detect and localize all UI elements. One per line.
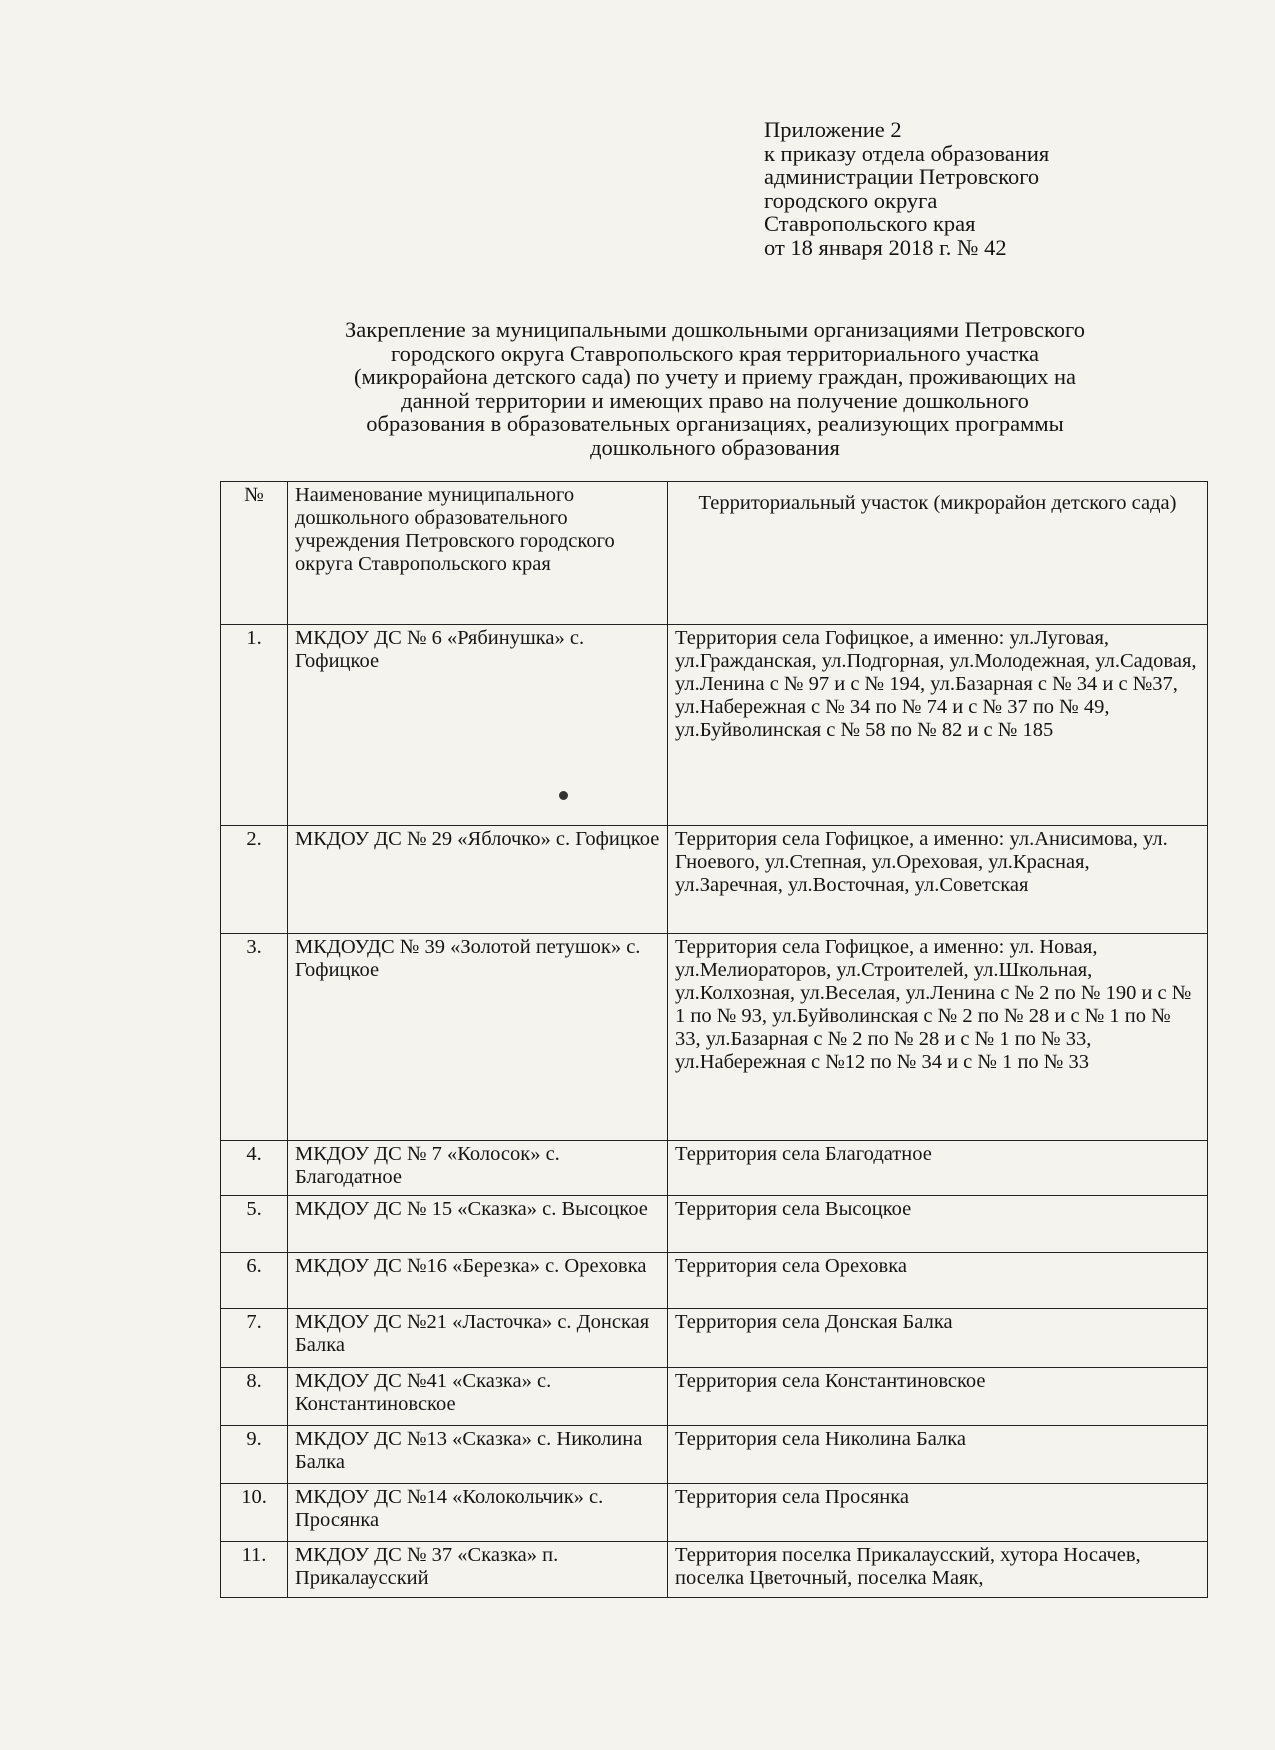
appendix-line: к приказу отдела образования <box>764 140 1050 166</box>
header-territory: Территориальный участок (микрорайон детского сада) <box>668 482 1208 625</box>
appendix-line: Ставропольского края <box>764 211 976 237</box>
title-line: образования в образовательных организациях, реализующих программы <box>366 411 1064 437</box>
row-territory: Территория села Донская Балка <box>668 1309 1208 1368</box>
table-row <box>221 1426 1208 1484</box>
row-territory: Территория села Константиновское <box>668 1368 1208 1426</box>
row-institution: МКДОУ ДС №41 «Сказка» с. Константиновское <box>288 1368 668 1426</box>
row-number: 3. <box>221 934 288 1141</box>
row-institution: МКДОУ ДС №21 «Ласточка» с. Донская Балка <box>288 1309 668 1368</box>
row-number: 10. <box>221 1484 288 1542</box>
table-row <box>221 1196 1208 1253</box>
row-territory: Территория поселка Прикалаусский, хутора Носачев, поселка Цветочный, поселка Маяк, <box>668 1542 1208 1598</box>
title-line: данной территории и имеющих право на получение дошкольного <box>401 387 1029 413</box>
table-row <box>221 1368 1208 1426</box>
table-row <box>221 1542 1208 1598</box>
row-number: 4. <box>221 1141 288 1196</box>
row-institution: МКДОУ ДС №16 «Березка» с. Ореховка <box>288 1253 668 1309</box>
row-institution: МКДОУ ДС № 6 «Рябинушка» с. Гофицкое <box>288 625 668 826</box>
appendix-line: городского округа <box>764 187 938 213</box>
appendix-header <box>764 118 1049 260</box>
row-number: 8. <box>221 1368 288 1426</box>
row-number: 7. <box>221 1309 288 1368</box>
row-institution: МКДОУ ДС № 37 «Сказка» п. Прикалаусский <box>288 1542 668 1598</box>
table-row <box>221 625 1208 826</box>
row-institution: МКДОУ ДС № 29 «Яблочко» с. Гофицкое <box>288 826 668 934</box>
row-institution: МКДОУ ДС №13 «Сказка» с. Николина Балка <box>288 1426 668 1484</box>
row-institution: МКДОУ ДС №14 «Колокольчик» с. Просянка <box>288 1484 668 1542</box>
title-line: Закрепление за муниципальными дошкольными организациями Петровского <box>345 317 1085 342</box>
kindergarten-territory-table <box>220 481 1208 1598</box>
table-row <box>221 1141 1208 1196</box>
appendix-line: от 18 января 2018 г. № 42 <box>764 234 1007 260</box>
row-institution: МКДОУ ДС № 7 «Колосок» с. Благодатное <box>288 1141 668 1196</box>
appendix-line: Приложение 2 <box>764 117 902 142</box>
ink-dot <box>559 791 568 800</box>
table-header-row <box>221 482 1208 625</box>
table-row <box>221 1253 1208 1309</box>
row-number: 6. <box>221 1253 288 1309</box>
document-title <box>230 318 1200 460</box>
table-row <box>221 826 1208 934</box>
row-territory: Территория села Гофицкое, а именно: ул.Анисимова, ул. Гноевого, ул.Степная, ул.Ореховая, ул.Красная, ул.Заречная, ул.Восточная, ул.Советская <box>668 826 1208 934</box>
row-territory: Территория села Николина Балка <box>668 1426 1208 1484</box>
table-row <box>221 1309 1208 1368</box>
row-institution: МКДОУДС № 39 «Золотой петушок» с. Гофицкое <box>288 934 668 1141</box>
row-territory: Территория села Просянка <box>668 1484 1208 1542</box>
header-institution-name: Наименование муниципального дошкольного образовательного учреждения Петровского городского округа Ставропольского края <box>288 482 668 625</box>
row-number: 5. <box>221 1196 288 1253</box>
row-territory: Территория села Благодатное <box>668 1141 1208 1196</box>
table-row <box>221 934 1208 1141</box>
row-territory: Территория села Гофицкое, а именно: ул. Новая, ул.Мелиораторов, ул.Строителей, ул.Школьная, ул.Колхозная, ул.Веселая, ул.Ленина с № 2 по № 190 и с № 1 по № 93, ул.Буйволинская с № 2 по № 28 и с № 1 по № 33, ул.Базарная с № 2 по № 28 и с № 1 по № 33, ул.Набережная с №12 по № 34 и с № 1 по № 33 <box>668 934 1208 1141</box>
row-number: 9. <box>221 1426 288 1484</box>
row-institution: МКДОУ ДС № 15 «Сказка» с. Высоцкое <box>288 1196 668 1253</box>
appendix-line: администрации Петровского <box>764 164 1040 190</box>
row-number: 11. <box>221 1542 288 1598</box>
row-territory: Территория села Ореховка <box>668 1253 1208 1309</box>
row-territory: Территория села Гофицкое, а именно: ул.Луговая, ул.Гражданская, ул.Подгорная, ул.Молодежная, ул.Садовая, ул.Ленина с № 97 и с № 194, ул.Базарная с № 34 и с №37, ул.Набережная с № 34 по № 74 и с № 37 по № 49, ул.Буйволинская с № 58 по № 82 и с № 185 <box>668 625 1208 826</box>
title-line: городского округа Ставропольского края территориального участка <box>390 340 1040 366</box>
row-territory: Территория села Высоцкое <box>668 1196 1208 1253</box>
table-row <box>221 1484 1208 1542</box>
row-number: 1. <box>221 625 288 826</box>
title-line: дошкольного образования <box>590 434 840 460</box>
header-number: № <box>221 482 288 625</box>
row-number: 2. <box>221 826 288 934</box>
title-line: (микрорайона детского сада) по учету и приему граждан, проживающих на <box>354 364 1076 390</box>
